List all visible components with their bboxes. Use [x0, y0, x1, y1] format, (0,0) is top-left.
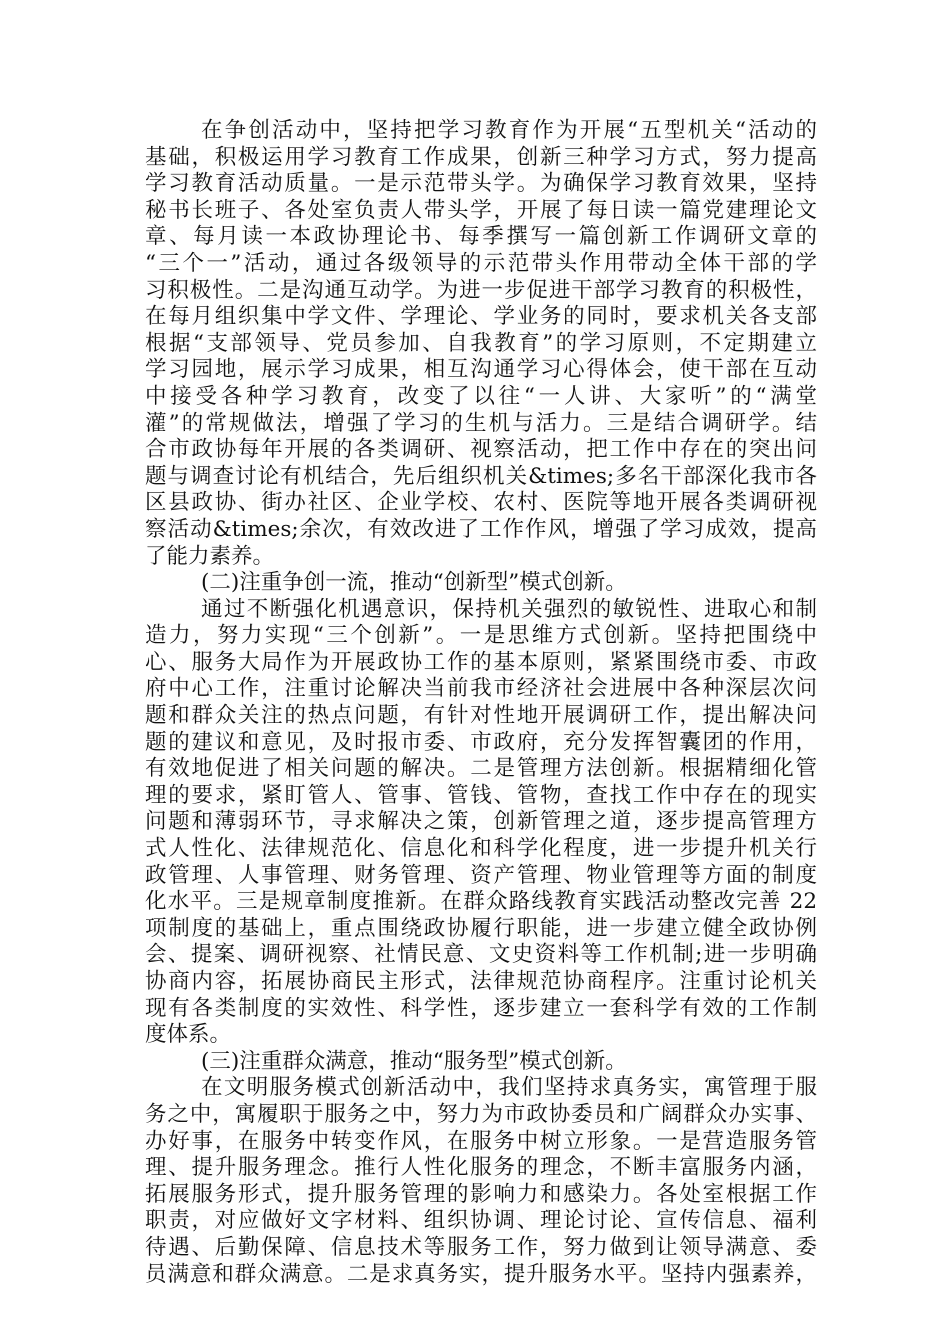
- text-line: 待遇、后勤保障、信息技术等服务工作，努力做到让领导满意、委: [145, 1234, 817, 1260]
- document-body: [145, 118, 817, 1288]
- text-line: 办好事，在服务中转变作风，在服务中树立形象。一是营造服务管: [145, 1128, 817, 1154]
- text-line: 职责，对应做好文字材料、组织协调、理论讨论、宣传信息、福利: [145, 1208, 817, 1234]
- text-line: 问题和薄弱环节，寻求解决之策，创新管理之道，逐步提高管理方: [145, 809, 817, 835]
- text-line: 在每月组织集中学文件、学理论、学业务的同时，要求机关各支部: [145, 304, 817, 330]
- text-line: 了能力素养。: [145, 543, 275, 569]
- text-line: 府中心工作，注重讨论解决当前我市经济社会进展中各种深层次问: [145, 676, 817, 702]
- text-line: 学习教育活动质量。一是示范带头学。为确保学习教育效果，坚持: [145, 171, 817, 197]
- text-line: 协商内容，拓展协商民主形式，法律规范协商程序。注重讨论机关: [145, 969, 817, 994]
- text-line: 题和群众关注的热点问题，有针对性地开展调研工作，提出解决问: [145, 703, 817, 729]
- text-line: 有效地促进了相关问题的解决。二是管理方法创新。根据精细化管: [145, 756, 817, 782]
- text-line: 式人性化、法律规范化、信息化和科学化程度，进一步提升机关行: [145, 836, 817, 862]
- text-line: 中接受各种学习教育，改变了以往“一人讲、大家听”的“满堂: [145, 383, 817, 409]
- text-line: 章、每月读一本政协理论书、每季撰写一篇创新工作调研文章的: [145, 224, 817, 250]
- text-line: “三个一”活动，通过各级领导的示范带头作用带动全体干部的学: [145, 250, 817, 276]
- text-line: 拓展服务形式，提升服务管理的影响力和感染力。各处室根据工作: [145, 1181, 817, 1207]
- text-line: 理、提升服务理念。推行人性化服务的理念，不断丰富服务内涵，: [145, 1155, 817, 1181]
- text-line: 基础，积极运用学习教育工作成果，创新三种学习方式，努力提高: [145, 144, 817, 170]
- text-line: 题与调查讨论有机结合，先后组织机关&times;多名干部深化我市各: [145, 463, 817, 489]
- text-line: 化水平。三是规章制度推新。在群众路线教育实践活动整改完善 22: [145, 889, 817, 915]
- text-line: 合市政协每年开展的各类调研、视察活动，把工作中存在的突出问: [145, 437, 817, 463]
- text-line: 区县政协、街办社区、企业学校、农村、医院等地开展各类调研视: [145, 490, 817, 516]
- text-line: 根据“支部领导、党员参加、自我教育”的学习原则，不定期建立: [145, 330, 817, 356]
- text-line: 学习园地，展示学习成果，相互沟通学习心得体会，使干部在互动: [145, 357, 817, 383]
- text-line: 员满意和群众满意。二是求真务实，提升服务水平。坚持内强素养，: [145, 1261, 817, 1287]
- text-line: 理的要求，紧盯管人、管事、管钱、管物，查找工作中存在的现实: [145, 782, 817, 808]
- paragraph-first-line: 在争创活动中，坚持把学习教育作为开展“五型机关“活动的: [201, 118, 817, 143]
- paragraph-first-line: (三)注重群众满意，推动“服务型”模式创新。: [201, 1048, 627, 1074]
- paragraph-first-line: 通过不断强化机遇意识，保持机关强烈的敏锐性、进取心和制: [201, 596, 817, 622]
- text-line: 项制度的基础上，重点围绕政协履行职能，进一步建立健全政协例: [145, 915, 817, 941]
- text-line: 政管理、人事管理、财务管理、资产管理、物业管理等方面的制度: [145, 862, 817, 888]
- text-line: 会、提案、调研视察、社情民意、文史资料等工作机制;进一步明确: [145, 942, 817, 968]
- text-line: 度体系。: [145, 1022, 232, 1048]
- paragraph-first-line: 在文明服务模式创新活动中，我们坚持求真务实，寓管理于服: [201, 1075, 817, 1101]
- text-line: 秘书长班子、各处室负责人带头学，开展了每日读一篇党建理论文: [145, 197, 817, 223]
- text-line: 造力，努力实现“三个创新”。一是思维方式创新。坚持把围绕中: [145, 623, 817, 649]
- paragraph-first-line: (二)注重争创一流，推动“创新型”模式创新。: [201, 570, 627, 596]
- text-line: 务之中，寓履职于服务之中，努力为市政协委员和广阔群众办实事、: [145, 1101, 817, 1127]
- text-line: 题的建议和意见，及时报市委、市政府，充分发挥智囊团的作用，: [145, 729, 817, 755]
- text-line: 察活动&times;余次，有效改进了工作作风，增强了学习成效，提高: [145, 516, 817, 542]
- text-line: 心、服务大局作为开展政协工作的基本原则，紧紧围绕市委、市政: [145, 649, 817, 675]
- text-line: 灌”的常规做法，增强了学习的生机与活力。三是结合调研学。结: [145, 410, 817, 436]
- text-line: 习积极性。二是沟通互动学。为进一步促进干部学习教育的积极性，: [145, 277, 817, 303]
- text-line: 现有各类制度的实效性、科学性，逐步建立一套科学有效的工作制: [145, 995, 817, 1021]
